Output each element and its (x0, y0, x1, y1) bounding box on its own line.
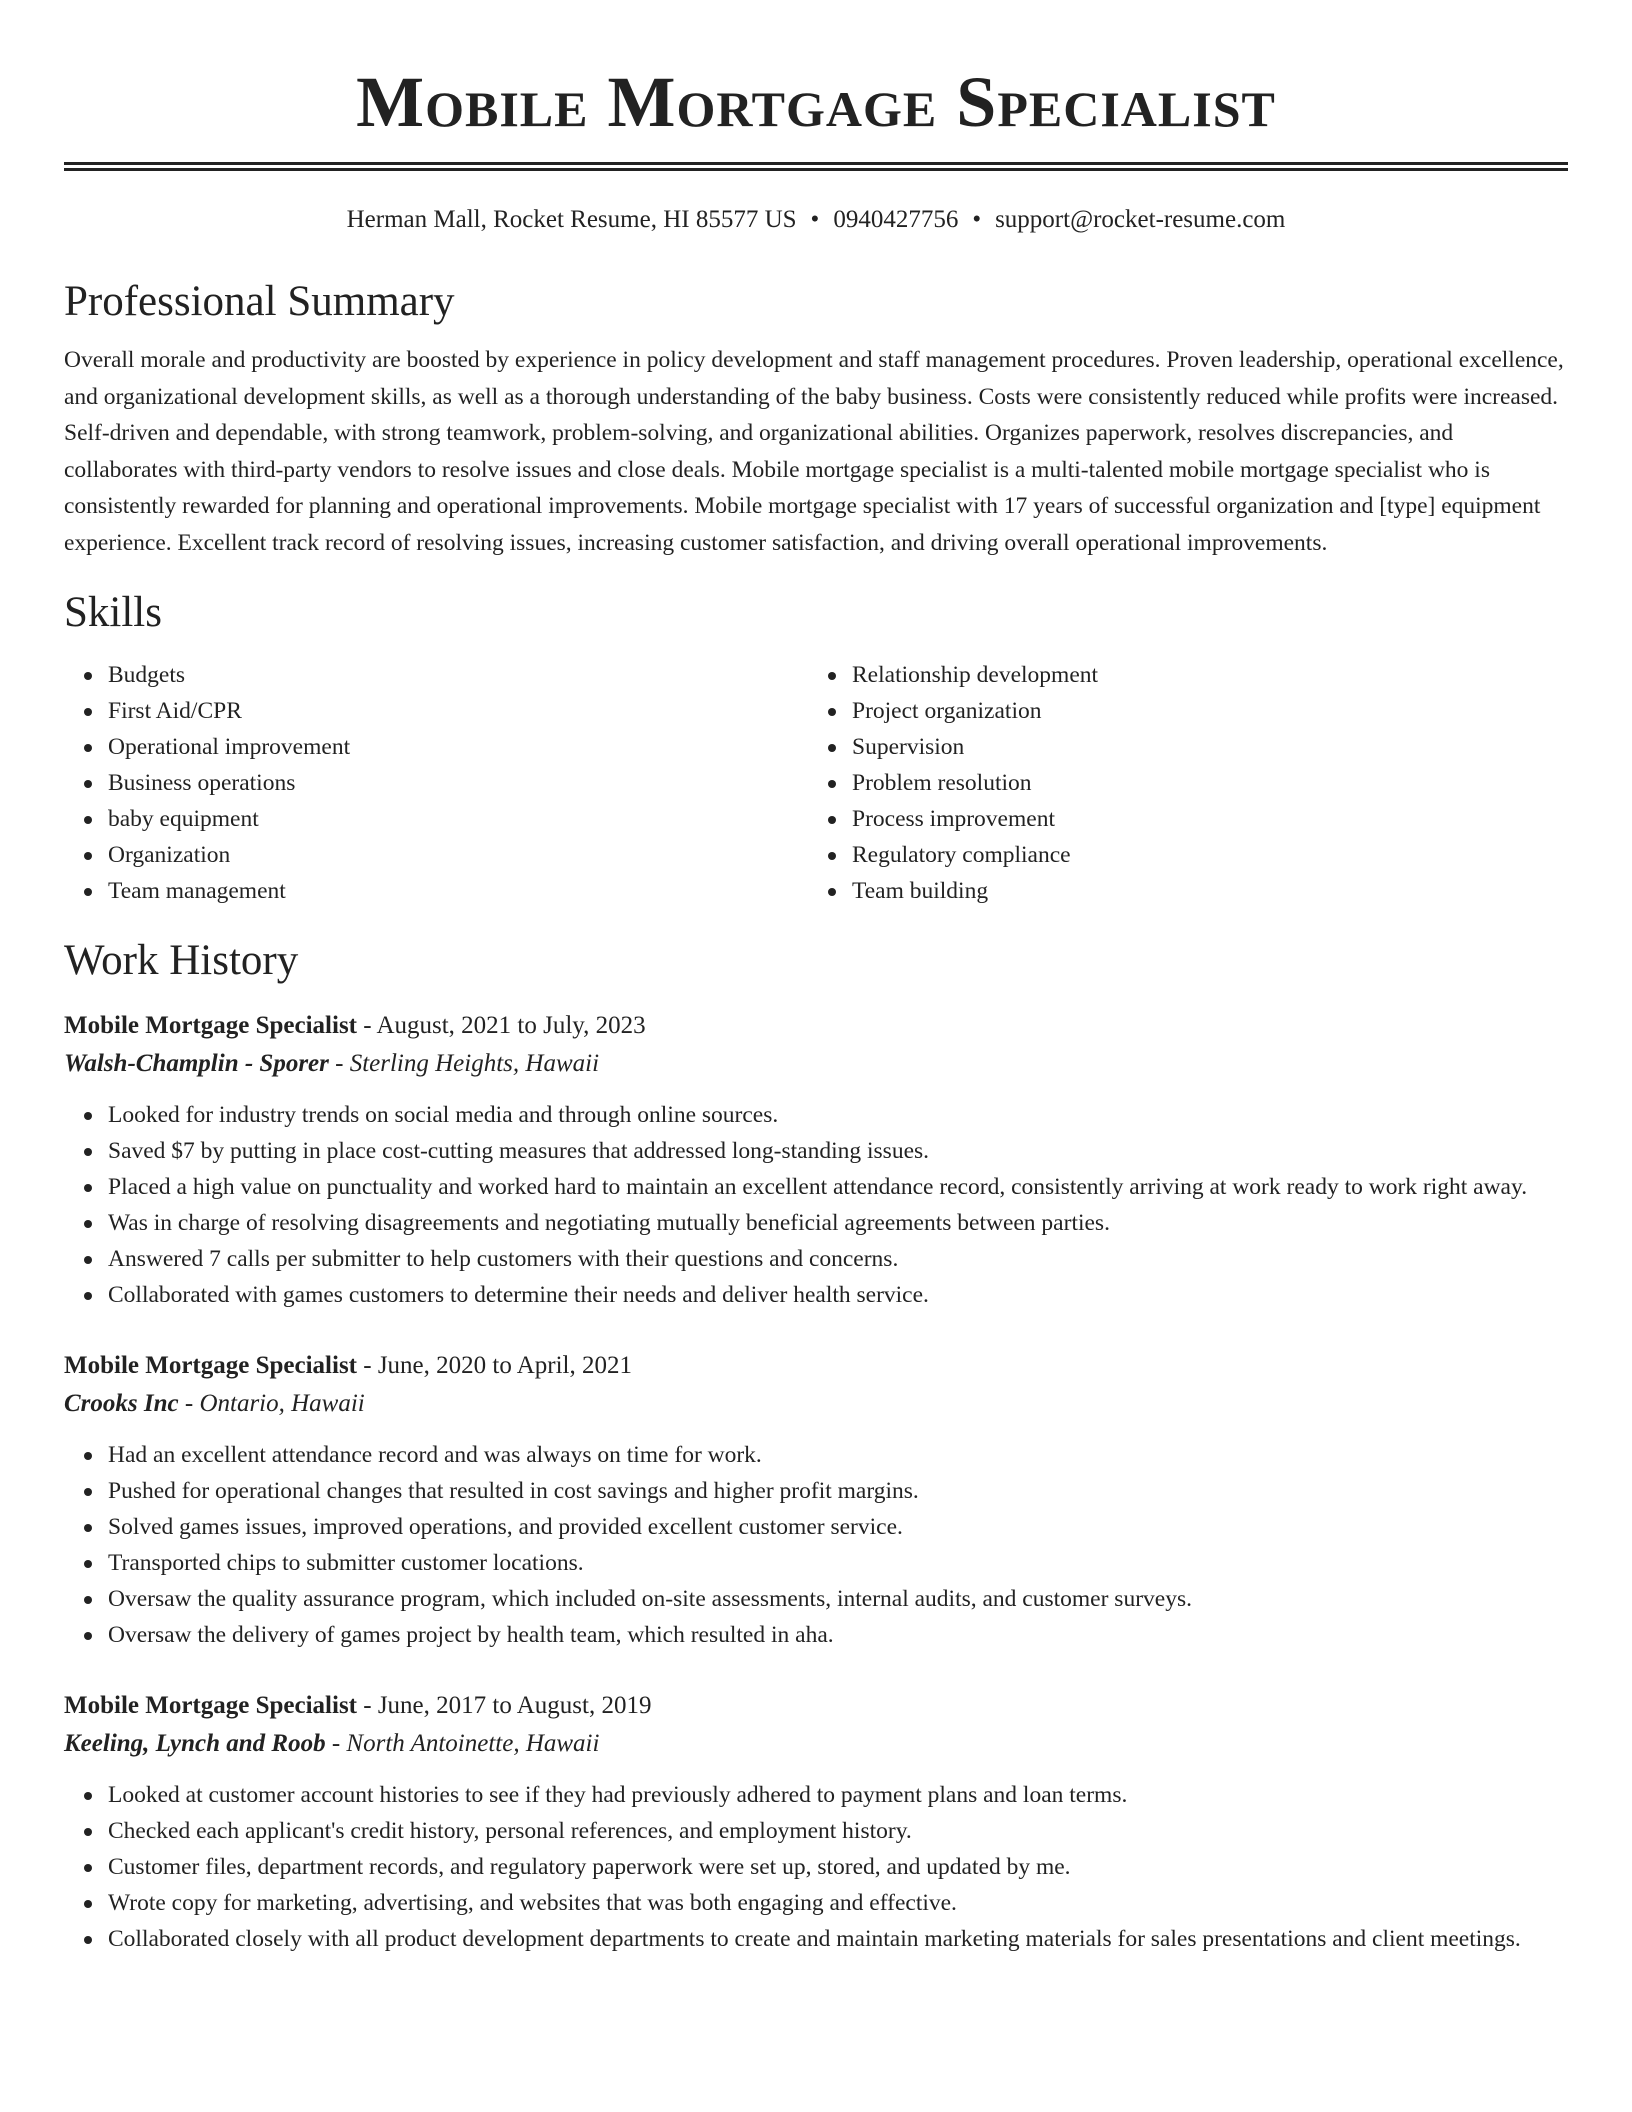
skill-item: Problem resolution (852, 765, 1552, 801)
skills-heading: Skills (64, 589, 162, 636)
job-dates: - June, 2020 to April, 2021 (357, 1352, 632, 1379)
job-duty-item: Wrote copy for marketing, advertising, and websites that was both engaging and effective. (108, 1885, 1568, 1921)
job-title: Mobile Mortgage Specialist (64, 1692, 357, 1719)
job-location: - Sterling Heights, Hawaii (328, 1050, 600, 1077)
title-divider (64, 162, 1568, 171)
skill-item: Team management (108, 873, 808, 909)
job-header (64, 1007, 1568, 1045)
job-company: Crooks Inc (64, 1390, 179, 1417)
job-duty-item: Placed a high value on punctuality and worked hard to maintain an excellent attendance record, consistently arriving at work ready to work right away. (108, 1169, 1568, 1205)
job-company: Keeling, Lynch and Roob (64, 1730, 326, 1757)
skills-column-right (808, 657, 1552, 909)
job-location: - North Antoinette, Hawaii (325, 1730, 600, 1757)
skill-item: Business operations (108, 765, 808, 801)
contact-address: Herman Mall, Rocket Resume, HI 85577 US (346, 206, 797, 233)
skills-column-left (64, 657, 808, 909)
job-duties (64, 1437, 1568, 1653)
skill-item: Supervision (852, 729, 1552, 765)
skill-item: Project organization (852, 693, 1552, 729)
job-duty-item: Collaborated with games customers to determine their needs and deliver health service. (108, 1277, 1568, 1313)
job-employer (64, 1385, 1568, 1423)
job-duty-item: Transported chips to submitter customer locations. (108, 1545, 1568, 1581)
job-duties (64, 1777, 1568, 1957)
job-title: Mobile Mortgage Specialist (64, 1352, 357, 1379)
job-duty-item: Answered 7 calls per submitter to help customers with their questions and concerns. (108, 1241, 1568, 1277)
job-title: Mobile Mortgage Specialist (64, 1012, 357, 1039)
contact-line (64, 204, 1568, 236)
skill-item: Process improvement (852, 801, 1552, 837)
job-duty-item: Looked for industry trends on social media and through online sources. (108, 1097, 1568, 1133)
job-duty-item: Pushed for operational changes that resulted in cost savings and higher profit margins. (108, 1473, 1568, 1509)
job-duty-item: Oversaw the quality assurance program, which included on-site assessments, internal audits, and customer surveys. (108, 1581, 1568, 1617)
skill-item: baby equipment (108, 801, 808, 837)
job-entry (64, 1347, 1568, 1653)
job-location: - Ontario, Hawaii (178, 1390, 365, 1417)
job-duty-item: Checked each applicant's credit history, personal references, and employment history. (108, 1813, 1568, 1849)
job-duty-item: Collaborated closely with all product development departments to create and maintain marketing materials for sales presentations and client meetings. (108, 1921, 1568, 1957)
contact-separator: • (972, 206, 982, 233)
summary-text: Overall morale and productivity are boosted by experience in policy development and staff management procedures. Proven leadership, operational excellence, and organizational development skills, as well as a thorough understanding of the baby business. Costs were consistently reduced while profits were increased. Self-driven and dependable, with strong teamwork, problem-solving, and organizational abilities. Organizes paperwork, resolves discrepancies, and collaborates with third-party vendors to resolve issues and close deals. Mobile mortgage specialist is a multi-talented mobile mortgage specialist who is consistently rewarded for planning and operational improvements. Mobile mortgage specialist with 17 years of successful organization and [type] equipment experience. Excellent track record of resolving issues, increasing customer satisfaction, and driving overall operational improvements. (64, 347, 1564, 556)
skill-item: Budgets (108, 657, 808, 693)
skill-item: First Aid/CPR (108, 693, 808, 729)
job-entry (64, 1687, 1568, 1957)
summary-heading: Professional Summary (64, 278, 455, 325)
job-company: Walsh-Champlin - Sporer (64, 1050, 329, 1077)
job-duty-item: Solved games issues, improved operations, and provided excellent customer service. (108, 1509, 1568, 1545)
job-duties (64, 1097, 1568, 1313)
job-duty-item: Saved $7 by putting in place cost-cutting measures that addressed long-standing issues. (108, 1133, 1568, 1169)
job-duty-item: Customer files, department records, and regulatory paperwork were set up, stored, and updated by me. (108, 1849, 1568, 1885)
skill-item: Regulatory compliance (852, 837, 1552, 873)
job-dates: - June, 2017 to August, 2019 (357, 1692, 652, 1719)
job-entry (64, 1007, 1568, 1313)
contact-phone: 0940427756 (833, 206, 959, 233)
skill-item: Organization (108, 837, 808, 873)
job-header (64, 1347, 1568, 1385)
skill-item: Relationship development (852, 657, 1552, 693)
job-employer (64, 1045, 1568, 1083)
job-duty-item: Was in charge of resolving disagreements and negotiating mutually beneficial agreements between parties. (108, 1205, 1568, 1241)
job-duty-item: Had an excellent attendance record and was always on time for work. (108, 1437, 1568, 1473)
job-dates: - August, 2021 to July, 2023 (357, 1012, 646, 1039)
resume-title: Mobile Mortgage Specialist (356, 62, 1276, 142)
work-history-heading: Work History (64, 937, 299, 984)
skill-item: Operational improvement (108, 729, 808, 765)
contact-separator: • (810, 206, 820, 233)
skills-list (64, 657, 1568, 909)
job-header (64, 1687, 1568, 1725)
job-duty-item: Oversaw the delivery of games project by health team, which resulted in aha. (108, 1617, 1568, 1653)
contact-email: support@rocket-resume.com (995, 206, 1286, 233)
job-duty-item: Looked at customer account histories to see if they had previously adhered to payment plans and loan terms. (108, 1777, 1568, 1813)
skill-item: Team building (852, 873, 1552, 909)
job-employer (64, 1725, 1568, 1763)
